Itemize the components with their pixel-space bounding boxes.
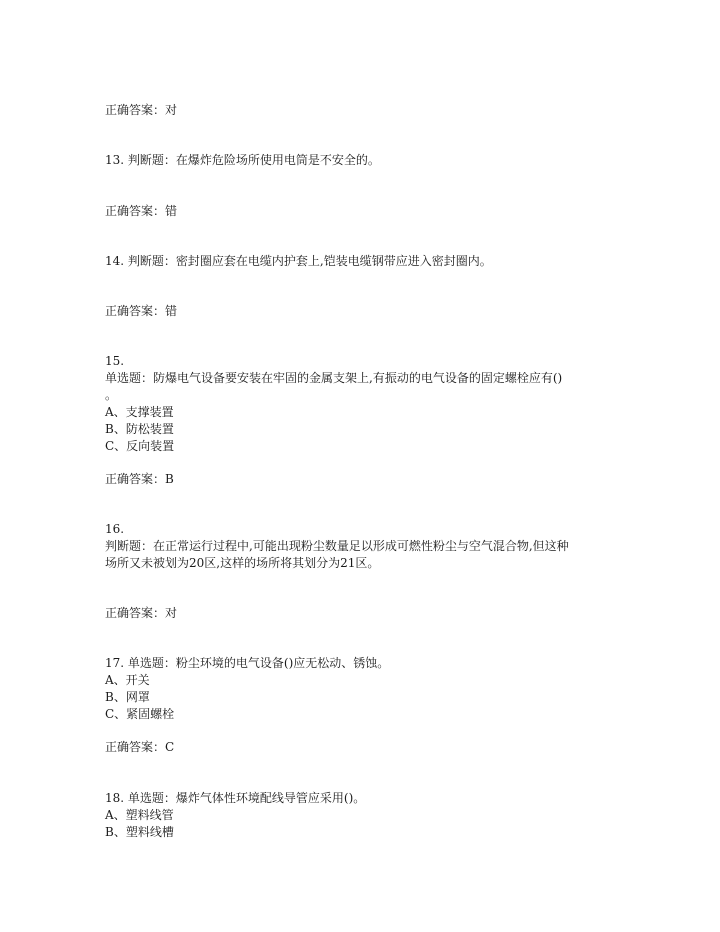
question-number: 16. (105, 522, 125, 536)
question-number: 15. (105, 354, 125, 368)
option-a: A、塑料线管 (105, 808, 174, 822)
answer-line (105, 303, 177, 320)
answer-value: 错 (165, 204, 178, 218)
question-title: 17. 单选题：粉尘环境的电气设备()应无松动、锈蚀。 (105, 656, 390, 670)
answer-label: 正确答案： (105, 472, 166, 486)
answer-value: B (165, 472, 174, 486)
option-b: B、塑料线槽 (105, 825, 174, 839)
answer-line (105, 471, 174, 488)
option-b: B、网罩 (105, 690, 150, 704)
question-text: 判断题：在正常运行过程中,可能出现粉尘数量足以形成可燃性粉尘与空气混合物,但这种 (105, 539, 569, 553)
answer-value: 错 (165, 304, 178, 318)
answer-line (105, 739, 174, 756)
answer-value: 对 (165, 606, 178, 620)
answer-label: 正确答案： (105, 204, 166, 218)
question-title: 14. 判断题：密封圈应套在电缆内护套上,铠装电缆钢带应进入密封圈内。 (105, 254, 492, 268)
answer-line (105, 605, 177, 622)
option-a: A、支撑装置 (105, 405, 174, 419)
question-title: 18. 单选题：爆炸气体性环境配线导管应采用()。 (105, 791, 366, 805)
answer-line (105, 203, 177, 220)
answer-line (105, 102, 177, 119)
option-b: B、防松装置 (105, 422, 174, 436)
answer-label: 正确答案： (105, 304, 166, 318)
answer-value: C (165, 740, 175, 754)
question-text: 单选题：防爆电气设备要安装在牢固的金属支架上,有振动的电气设备的固定螺栓应有() (105, 371, 563, 385)
answer-label: 正确答案： (105, 103, 166, 117)
option-a: A、开关 (105, 673, 150, 687)
answer-label: 正确答案： (105, 606, 166, 620)
option-c: C、紧固螺栓 (105, 707, 175, 721)
question-title: 13. 判断题：在爆炸危险场所使用电筒是不安全的。 (105, 153, 380, 167)
option-c: C、反向装置 (105, 439, 175, 453)
question-text-end: 。 (105, 388, 118, 402)
answer-value: 对 (165, 103, 178, 117)
question-text: 场所又未被划为20区,这样的场所将其划分为21区。 (105, 556, 380, 570)
answer-label: 正确答案： (105, 740, 166, 754)
